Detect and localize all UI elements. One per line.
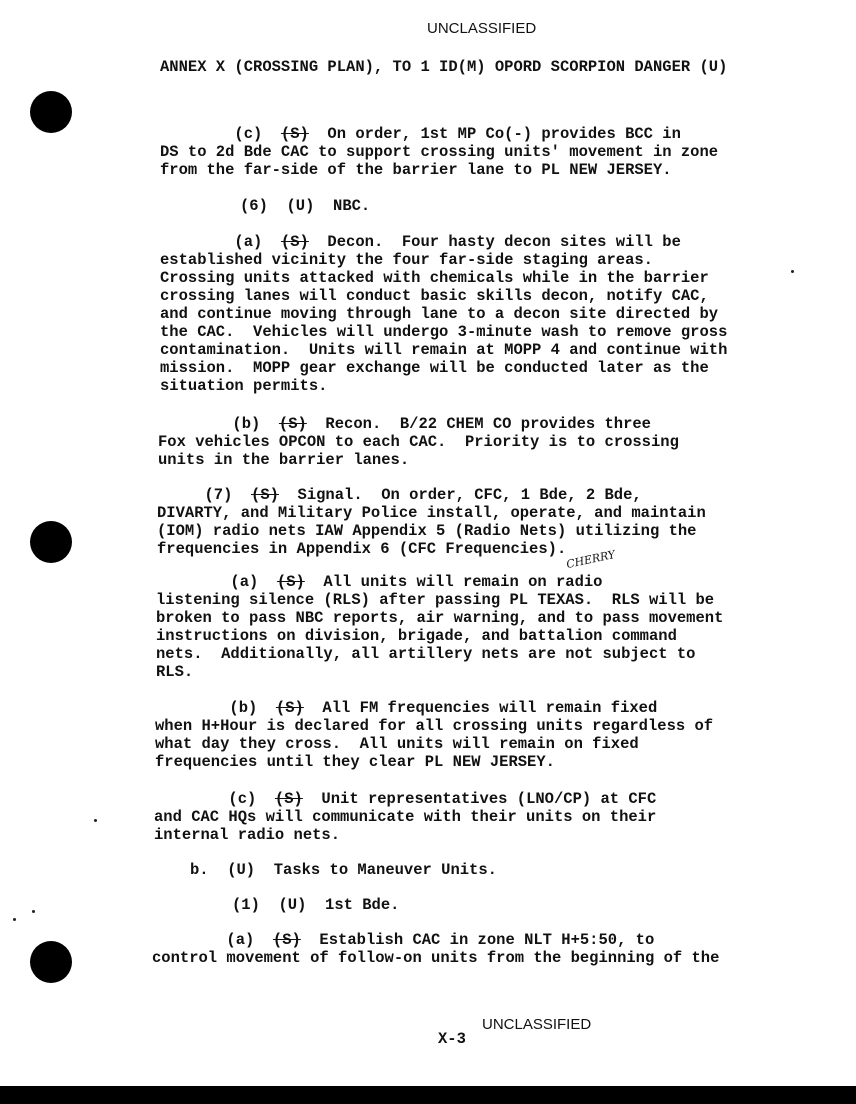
document-line: nets. Additionally, all artillery nets are not subject to (156, 645, 696, 663)
document-line: (a) (S) Establish CAC in zone NLT H+5:50, to (152, 931, 655, 949)
document-line: from the far-side of the barrier lane to PL NEW JERSEY. (160, 161, 672, 179)
document-line: (6) (U) NBC. (240, 197, 371, 215)
document-line: (b) (S) All FM frequencies will remain fixed (155, 699, 658, 717)
document-line: (b) (S) Recon. B/22 CHEM CO provides three (158, 415, 651, 433)
document-line: established vicinity the four far-side staging areas. (160, 251, 653, 269)
scan-edge-bar (0, 1086, 856, 1104)
document-line: control movement of follow-on units from the beginning of the (152, 949, 720, 967)
document-line: frequencies in Appendix 6 (CFC Frequencies). (157, 540, 567, 558)
document-line: (7) (S) Signal. On order, CFC, 1 Bde, 2 Bde, (158, 486, 642, 504)
document-line: DIVARTY, and Military Police install, operate, and maintain (157, 504, 706, 522)
document-line: (c) (S) On order, 1st MP Co(-) provides BCC in (160, 125, 681, 143)
document-line: b. (U) Tasks to Maneuver Units. (190, 861, 497, 879)
document-line: (c) (S) Unit representatives (LNO/CP) at CFC (154, 790, 657, 808)
classification-bottom: UNCLASSIFIED (482, 1016, 592, 1033)
punch-hole-bottom (30, 941, 72, 983)
document-line: (1) (U) 1st Bde. (232, 896, 400, 914)
punch-hole-middle (30, 521, 72, 563)
document-line: units in the barrier lanes. (158, 451, 410, 469)
punch-hole-top (30, 91, 72, 133)
document-line: the CAC. Vehicles will undergo 3-minute wash to remove gross (160, 323, 728, 341)
document-line: broken to pass NBC reports, air warning, and to pass movement (156, 609, 724, 627)
annex-title: ANNEX X (CROSSING PLAN), TO 1 ID(M) OPORD SCORPION DANGER (U) (160, 58, 728, 76)
handwritten-note: CHERRY (565, 547, 617, 572)
scan-speck (32, 910, 35, 913)
document-line: (a) (S) Decon. Four hasty decon sites will be (160, 233, 681, 251)
document-line: DS to 2d Bde CAC to support crossing units' movement in zone (160, 143, 719, 161)
scan-speck (94, 819, 97, 822)
document-line: when H+Hour is declared for all crossing units regardless of (155, 717, 714, 735)
document-line: situation permits. (160, 377, 328, 395)
scan-speck (791, 270, 794, 273)
document-line: crossing lanes will conduct basic skills decon, notify CAC, (160, 287, 709, 305)
scan-speck (13, 918, 16, 921)
page-number: X-3 (438, 1030, 466, 1048)
document-line: contamination. Units will remain at MOPP 4 and continue with (160, 341, 728, 359)
document-line: internal radio nets. (154, 826, 341, 844)
document-line: and continue moving through lane to a decon site directed by (160, 305, 719, 323)
document-line: frequencies until they clear PL NEW JERSEY. (155, 753, 555, 771)
document-line: Fox vehicles OPCON to each CAC. Priority is to crossing (158, 433, 679, 451)
document-line: (IOM) radio nets IAW Appendix 5 (Radio Nets) utilizing the (157, 522, 697, 540)
document-line: mission. MOPP gear exchange will be conducted later as the (160, 359, 709, 377)
document-line: instructions on division, brigade, and battalion command (156, 627, 677, 645)
document-line: Crossing units attacked with chemicals while in the barrier (160, 269, 709, 287)
document-line: listening silence (RLS) after passing PL TEXAS. RLS will be (156, 591, 715, 609)
document-line: what day they cross. All units will remain on fixed (155, 735, 639, 753)
classification-top: UNCLASSIFIED (427, 20, 537, 37)
document-line: and CAC HQs will communicate with their units on their (154, 808, 657, 826)
document-line: RLS. (156, 663, 194, 681)
document-line: (a) (S) All units will remain on radio (156, 573, 603, 591)
